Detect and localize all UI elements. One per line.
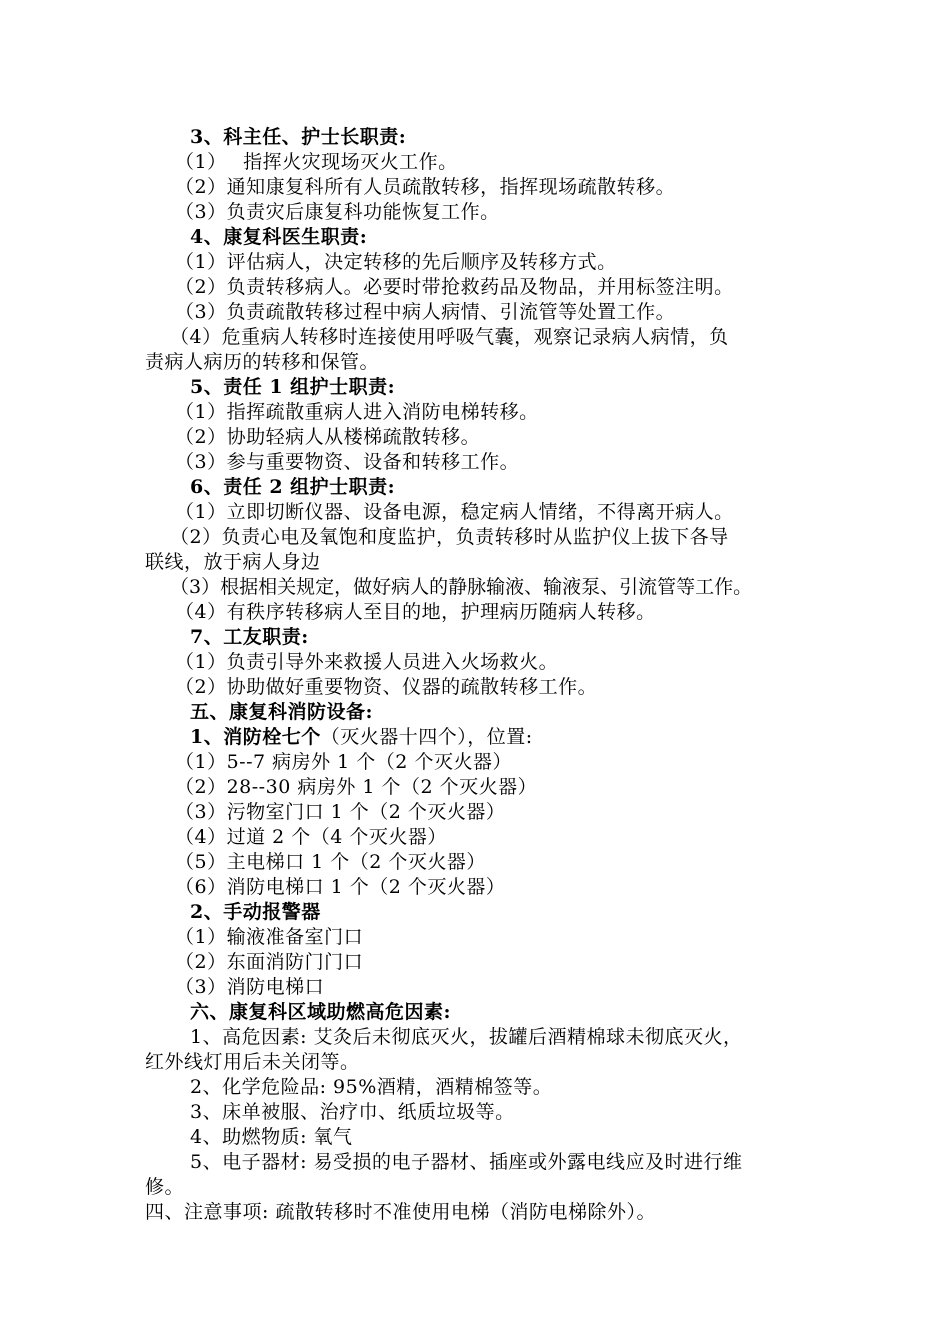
text-line: （1） 指挥火灾现场灭火工作。 — [175, 151, 458, 173]
text-line: 3、床单被服、治疗巾、纸质垃圾等。 — [190, 1101, 515, 1123]
text-line: （5）主电梯口 1 个（2 个灭火器） — [175, 851, 486, 873]
heading-high-risk-factors: 六、康复科区域助燃高危因素: — [190, 1001, 452, 1023]
text-line: （3）负责灾后康复科功能恢复工作。 — [175, 201, 500, 223]
text-line: 联线，放于病人身边 — [145, 551, 321, 573]
text-line: 4、助燃物质: 氧气 — [190, 1126, 353, 1148]
text-line-notes: 四、注意事项: 疏散转移时不准使用电梯（消防电梯除外）。 — [145, 1201, 656, 1223]
heading-doctor-duties: 4、康复科医生职责: — [190, 226, 368, 248]
text-line: （2）28--30 病房外 1 个（2 个灭火器） — [175, 776, 538, 798]
text-line: （2）协助轻病人从楼梯疏散转移。 — [175, 426, 481, 448]
text-line: 2、化学危险品: 95%酒精，酒精棉签等。 — [190, 1076, 553, 1098]
hydrant-count: 1、消防栓七个 — [190, 726, 321, 748]
text-line: （3）根据相关规定，做好病人的静脉输液、输液泵、引流管等工作。 — [170, 576, 753, 598]
heading-nurse-group1-duties: 5、责任 1 组护士职责: — [190, 376, 396, 398]
text-line: （2）东面消防门门口 — [175, 951, 364, 973]
text-line: 红外线灯用后未关闭等。 — [145, 1051, 360, 1073]
text-line: 修。 — [145, 1176, 185, 1198]
text-line: （2）通知康复科所有人员疏散转移，指挥现场疏散转移。 — [175, 176, 676, 198]
text-line: （4）过道 2 个（4 个灭火器） — [175, 826, 447, 848]
hydrant-extinguisher-note: （灭火器十四个），位置: — [320, 726, 533, 748]
text-line: （1）5--7 病房外 1 个（2 个灭火器） — [175, 751, 512, 773]
text-line: （1）负责引导外来救援人员进入火场救火。 — [175, 651, 559, 673]
heading-nurse-group2-duties: 6、责任 2 组护士职责: — [190, 476, 396, 498]
text-line: （2）负责心电及氧饱和度监护，负责转移时从监护仪上拔下各导 — [170, 526, 729, 548]
text-line: （6）消防电梯口 1 个（2 个灭火器） — [175, 876, 506, 898]
heading-worker-duties: 7、工友职责: — [190, 626, 309, 648]
heading-manual-alarm: 2、手动报警器 — [190, 901, 321, 923]
text-line: 5、电子器材: 易受损的电子器材、插座或外露电线应及时进行维 — [190, 1151, 743, 1173]
text-line: （4）有秩序转移病人至目的地，护理病历随病人转移。 — [175, 601, 656, 623]
heading-director-duties: 3、科主任、护士长职责: — [190, 126, 407, 148]
text-line: （1）评估病人，决定转移的先后顺序及转移方式。 — [175, 251, 617, 273]
text-line: （1）立即切断仪器、设备电源，稳定病人情绪，不得离开病人。 — [175, 501, 734, 523]
text-line: （4）危重病人转移时连接使用呼吸气囊，观察记录病人病情，负 — [170, 326, 729, 348]
text-line-hydrants — [190, 725, 870, 750]
heading-fire-equipment: 五、康复科消防设备: — [190, 701, 374, 723]
text-line: （1）输液准备室门口 — [175, 926, 364, 948]
text-line: （2）负责转移病人。必要时带抢救药品及物品，并用标签注明。 — [175, 276, 734, 298]
text-line: （1）指挥疏散重病人进入消防电梯转移。 — [175, 401, 539, 423]
text-line: （2）协助做好重要物资、仪器的疏散转移工作。 — [175, 676, 598, 698]
text-line: （3）参与重要物资、设备和转移工作。 — [175, 451, 520, 473]
text-line: 责病人病历的转移和保管。 — [145, 351, 380, 373]
text-line: （3）负责疏散转移过程中病人病情、引流管等处置工作。 — [175, 301, 676, 323]
text-line: （3）污物室门口 1 个（2 个灭火器） — [175, 801, 506, 823]
text-line: 1、高危因素: 艾灸后未彻底灭火，拔罐后酒精棉球未彻底灭火， — [190, 1026, 743, 1048]
text-line: （3）消防电梯口 — [175, 976, 325, 998]
